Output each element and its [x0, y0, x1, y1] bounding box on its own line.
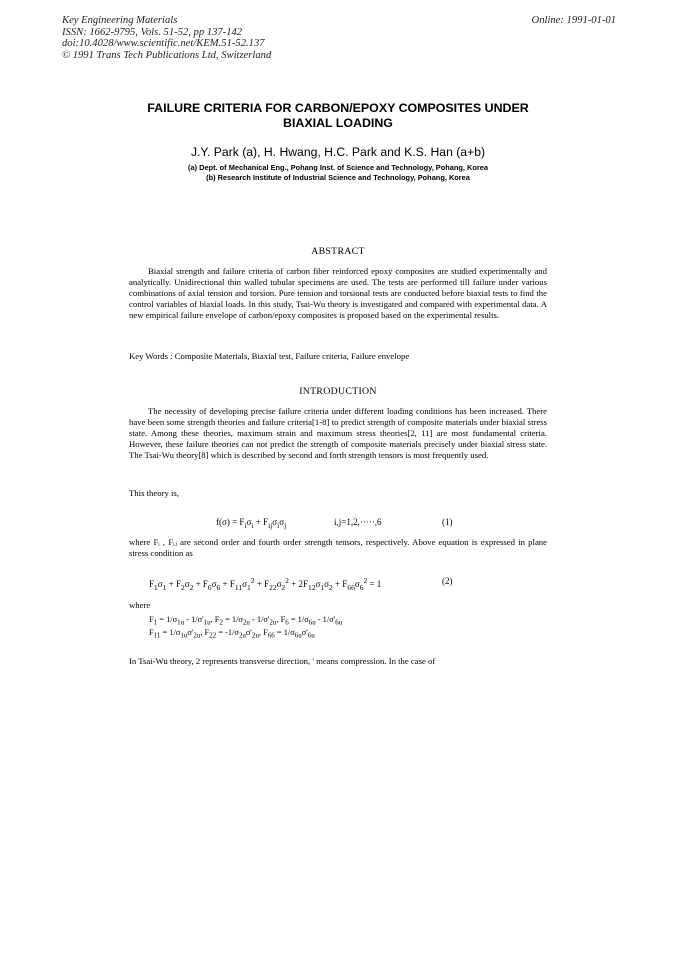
equation-2: $F_1\sigma_1 + F_2\sigma_2 + F_6\sigma_6 + F_{11}\sigma_1^2 + F_{22}\sigma_2^2 + 2F_{12}\sigma_1\sigma_2 + F_{66}\sigma_6^2 = 1$ — [149, 576, 382, 592]
theory-line: This theory is, — [129, 488, 179, 498]
equation-1-indices: i,j=1,2,·····,6 — [334, 517, 382, 527]
authors: J.Y. Park (a), H. Hwang, H.C. Park and K.S. Han (a+b) — [190, 145, 486, 159]
tsai-wu-note: In Tsai-Wu theory, 2 represents transverse direction, ' means compression. In the case of — [129, 656, 436, 666]
strength-definitions-1: $F_1 = 1/\sigma_{1u} - 1/\sigma'_{1u}$, $F_2 = 1/\sigma_{2u} - 1/\sigma'_{2u}$, $F_6 = 1/\sigma_{6u} - 1/\sigma'_{6u}$ — [149, 615, 343, 627]
paper-title — [118, 101, 558, 131]
introduction-heading: INTRODUCTION — [299, 386, 377, 397]
where-label: where — [129, 600, 151, 610]
strength-definitions-2: $F_{11} = 1/\sigma_{1u}\sigma'_{2u}$, $F_{22} = -1/\sigma_{2u}\sigma'_{2u}$, $F_{66} = 1/\sigma_{6u}\sigma'_{6u}$ — [149, 628, 315, 640]
equation-2-number: (2) — [442, 576, 453, 586]
abstract-paragraph: Biaxial strength and failure criteria of carbon fiber reinforced epoxy composites are studied experimentally and analytically. Unidirectional thin walled tubular specimens are used. The tests are performed till failure under various combinations of axial tension and torsion. Pure tension and torsional tests are conducted before biaxial tests to find the control variables of biaxial loads. In this study, Tsai-Wu theory is investigated and compared with experimental data. A new empirical failure envelope of carbon/epoxy composites is proposed based on the experimental results. — [129, 266, 547, 321]
abstract-heading: ABSTRACT — [311, 246, 365, 257]
title-line-2: BIAXIAL LOADING — [283, 116, 393, 130]
affiliation-a: (a) Dept. of Mechanical Eng., Pohang Inst. of Science and Technology, Pohang, Korea — [188, 163, 488, 172]
issn-line: ISSN: 1662-9795, Vols. 51-52, pp 137-142 — [62, 26, 243, 38]
equation-1: $f(\sigma) = F_i\sigma_i + F_{ij}\sigma_i\sigma_j$ — [216, 517, 287, 530]
introduction-paragraph: The necessity of developing precise failure criteria under different loading conditions has been increased. There have been some strength theories and failure criteria[1-8] to predict strength of composite materials under biaxial stress state. Among these theories, maximum strain and maximum stress theories[2, 11] are most fundamental criteria. However, these failure theories can not predict the strength of composite materials precisely under biaxial stress state. The Tsai-Wu theory[8] which is described by second and forth strength tensors is most frequently used. — [129, 406, 547, 461]
affiliation-b: (b) Research Institute of Industrial Science and Technology, Pohang, Korea — [206, 173, 470, 182]
online-date: Online: 1991-01-01 — [531, 15, 616, 26]
journal-header — [62, 15, 271, 61]
copyright-line: © 1991 Trans Tech Publications Ltd, Switzerland — [62, 49, 272, 61]
abstract-text — [129, 266, 547, 321]
introduction-text — [129, 406, 547, 461]
doi-link[interactable]: doi:10.4028/www.scientific.net/KEM.51-52.137 — [62, 38, 265, 50]
journal-name: Key Engineering Materials — [62, 15, 178, 26]
equation-1-number: (1) — [442, 517, 453, 527]
keywords: Key Words : Composite Materials, Biaxial test, Failure criteria, Failure envelope — [129, 351, 410, 361]
title-line-1: FAILURE CRITERIA FOR CARBON/EPOXY COMPOSITES UNDER — [147, 101, 529, 115]
tensor-description: where Fᵢ , Fᵢⱼ are second order and fourth order strength tensors, respectively. Above equation is expressed in plane stress condition as — [129, 537, 547, 559]
